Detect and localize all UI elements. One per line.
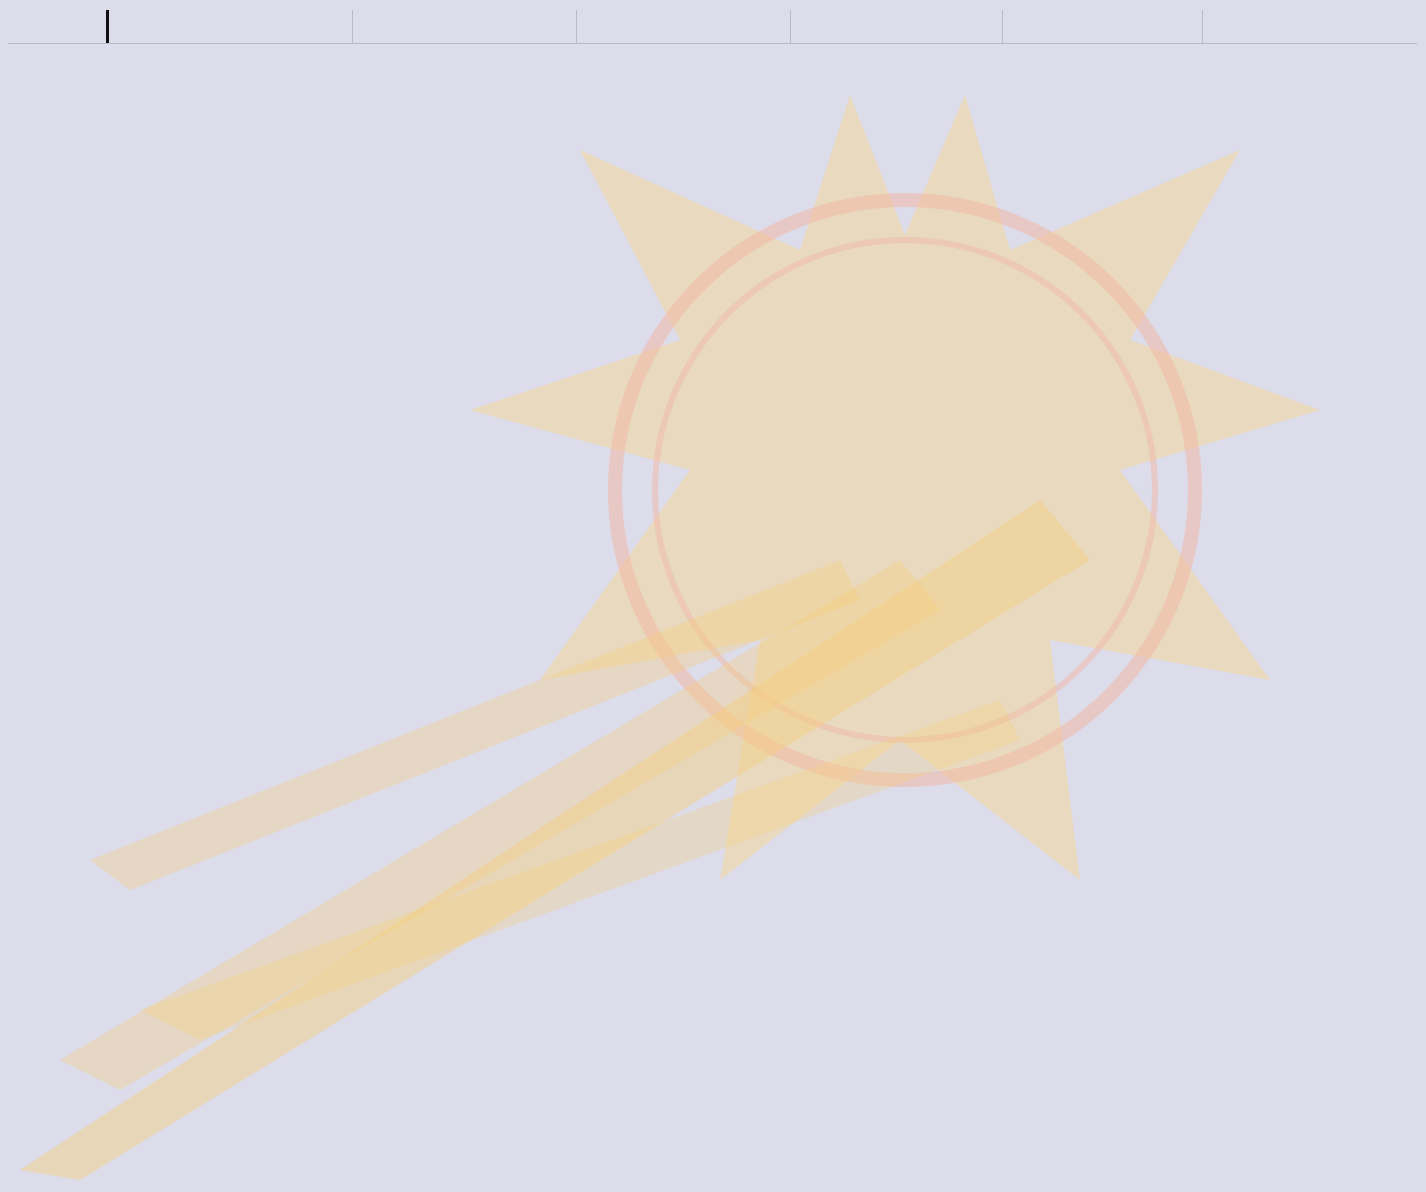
header-year-5 [1203,10,1417,43]
header-year-4 [1003,10,1203,43]
header-year-3 [791,10,1003,43]
header-year-1 [353,10,577,43]
header-row [8,10,1417,44]
header-year-2 [577,10,791,43]
header-number-cell [8,10,109,43]
header-roster-label [109,10,353,43]
